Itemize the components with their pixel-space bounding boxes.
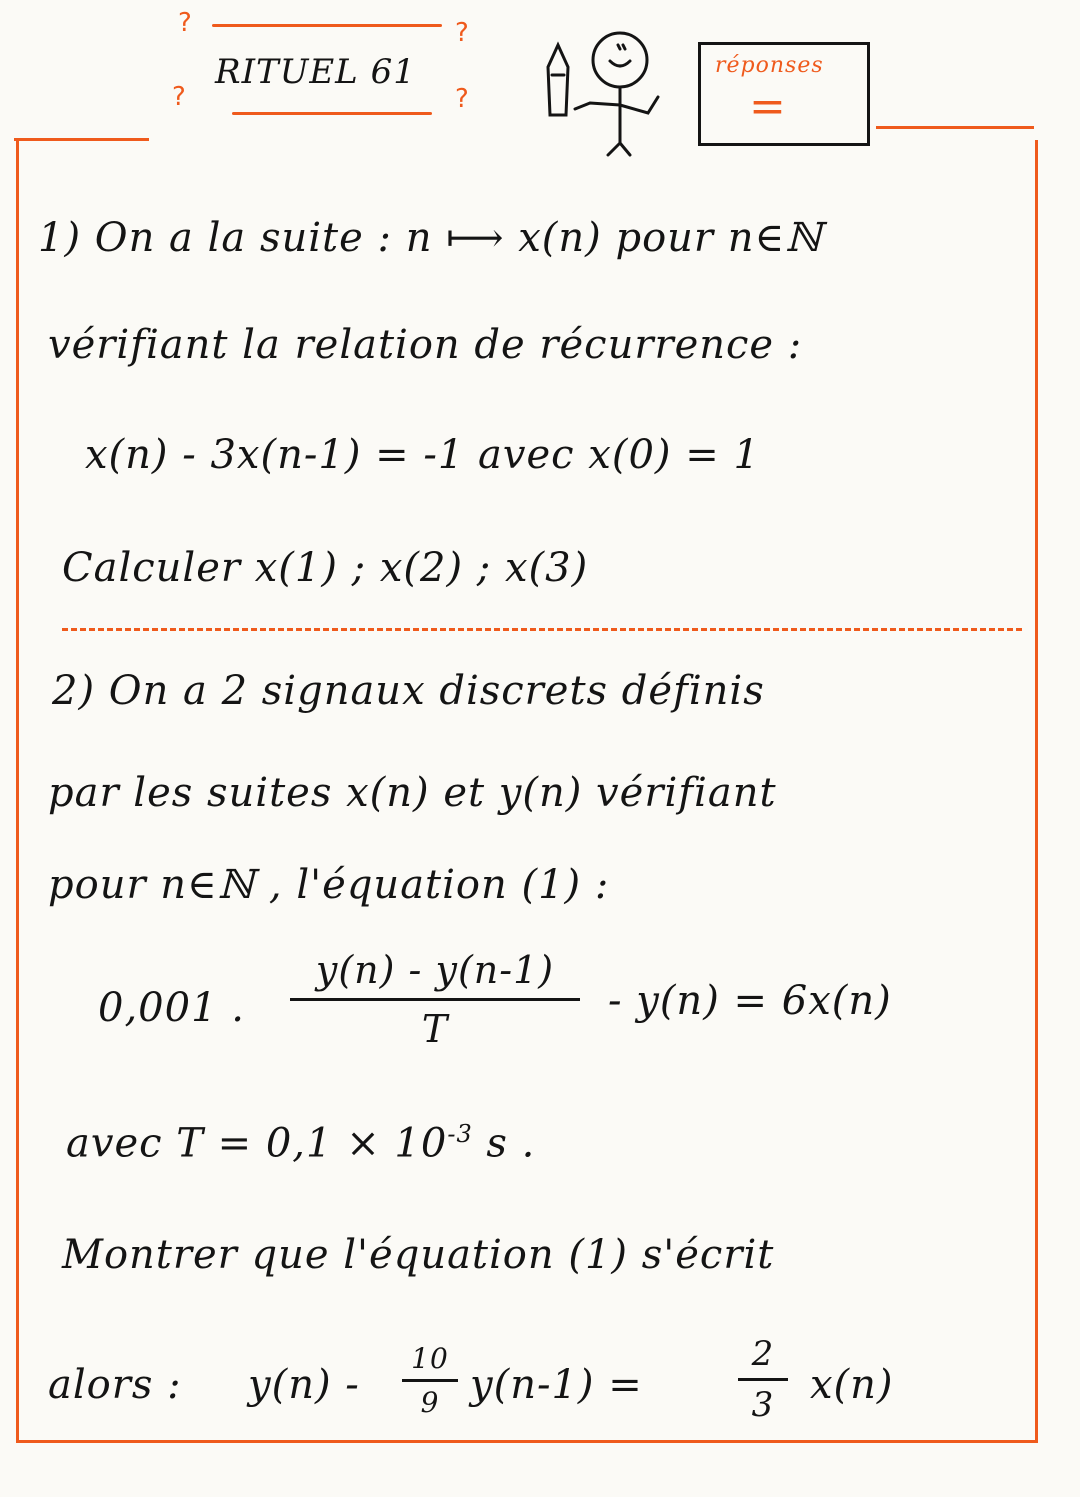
ex1-recurrence: x(n) - 3x(n-1) = -1 avec x(0) = 1: [85, 432, 760, 478]
question-mark: ?: [455, 84, 469, 114]
eq1-coefficient: 0,001 .: [98, 985, 245, 1031]
page-title: RITUEL 61: [215, 52, 416, 92]
ex1-line1: 1) On a la suite : n ⟼ x(n) pour n∈ℕ: [38, 215, 823, 261]
fraction-bar: [402, 1379, 458, 1382]
ex2-line1: 2) On a 2 signaux discrets définis: [52, 668, 765, 714]
eq2-frac2-den: 3: [751, 1385, 775, 1425]
ex2-line2: par les suites x(n) et y(n) vérifiant: [48, 770, 777, 816]
period-unit: s .: [472, 1120, 536, 1167]
equals-symbol: =: [749, 81, 786, 132]
alors-label: alors :: [48, 1362, 182, 1408]
ex1-question: Calculer x(1) ; x(2) ; x(3): [62, 545, 589, 591]
title-bottom-line: [232, 112, 432, 115]
responses-label: réponses: [715, 53, 824, 78]
responses-board: [698, 42, 870, 146]
ex1-line2: vérifiant la relation de récurrence :: [48, 322, 803, 368]
eq2-fraction-10-9: [402, 1342, 458, 1419]
section-separator: [62, 628, 1022, 631]
eq1-denominator: T: [421, 1007, 449, 1051]
eq2-part-b: y(n-1) =: [470, 1362, 643, 1408]
ex2-line6: Montrer que l'équation (1) s'écrit: [62, 1232, 775, 1278]
frame-top-right: [876, 126, 1034, 129]
ex2-line3: pour n∈ℕ , l'équation (1) :: [48, 862, 610, 908]
title-box: [170, 8, 490, 130]
eq2-fraction-2-3: [738, 1334, 788, 1425]
period-exponent: -3: [447, 1120, 473, 1148]
eq2-part-c: x(n): [810, 1362, 894, 1408]
title-top-line: [212, 24, 442, 27]
eq2-frac1-num: 10: [411, 1342, 449, 1375]
question-mark: ?: [455, 18, 469, 48]
eq1-numerator: y(n) - y(n-1): [315, 948, 555, 992]
period-text: avec T = 0,1 × 10: [66, 1120, 448, 1167]
ex2-period: [66, 1120, 535, 1166]
fraction-bar: [738, 1378, 788, 1381]
eq1-fraction: [290, 948, 580, 1051]
question-mark: ?: [172, 82, 186, 112]
question-mark: ?: [178, 8, 192, 38]
eq1-right: - y(n) = 6x(n): [608, 978, 892, 1024]
eq2-part-a: y(n) -: [248, 1362, 360, 1408]
eq2-frac2-num: 2: [751, 1334, 775, 1374]
fraction-bar: [290, 998, 580, 1001]
eq2-frac1-den: 9: [420, 1386, 440, 1419]
